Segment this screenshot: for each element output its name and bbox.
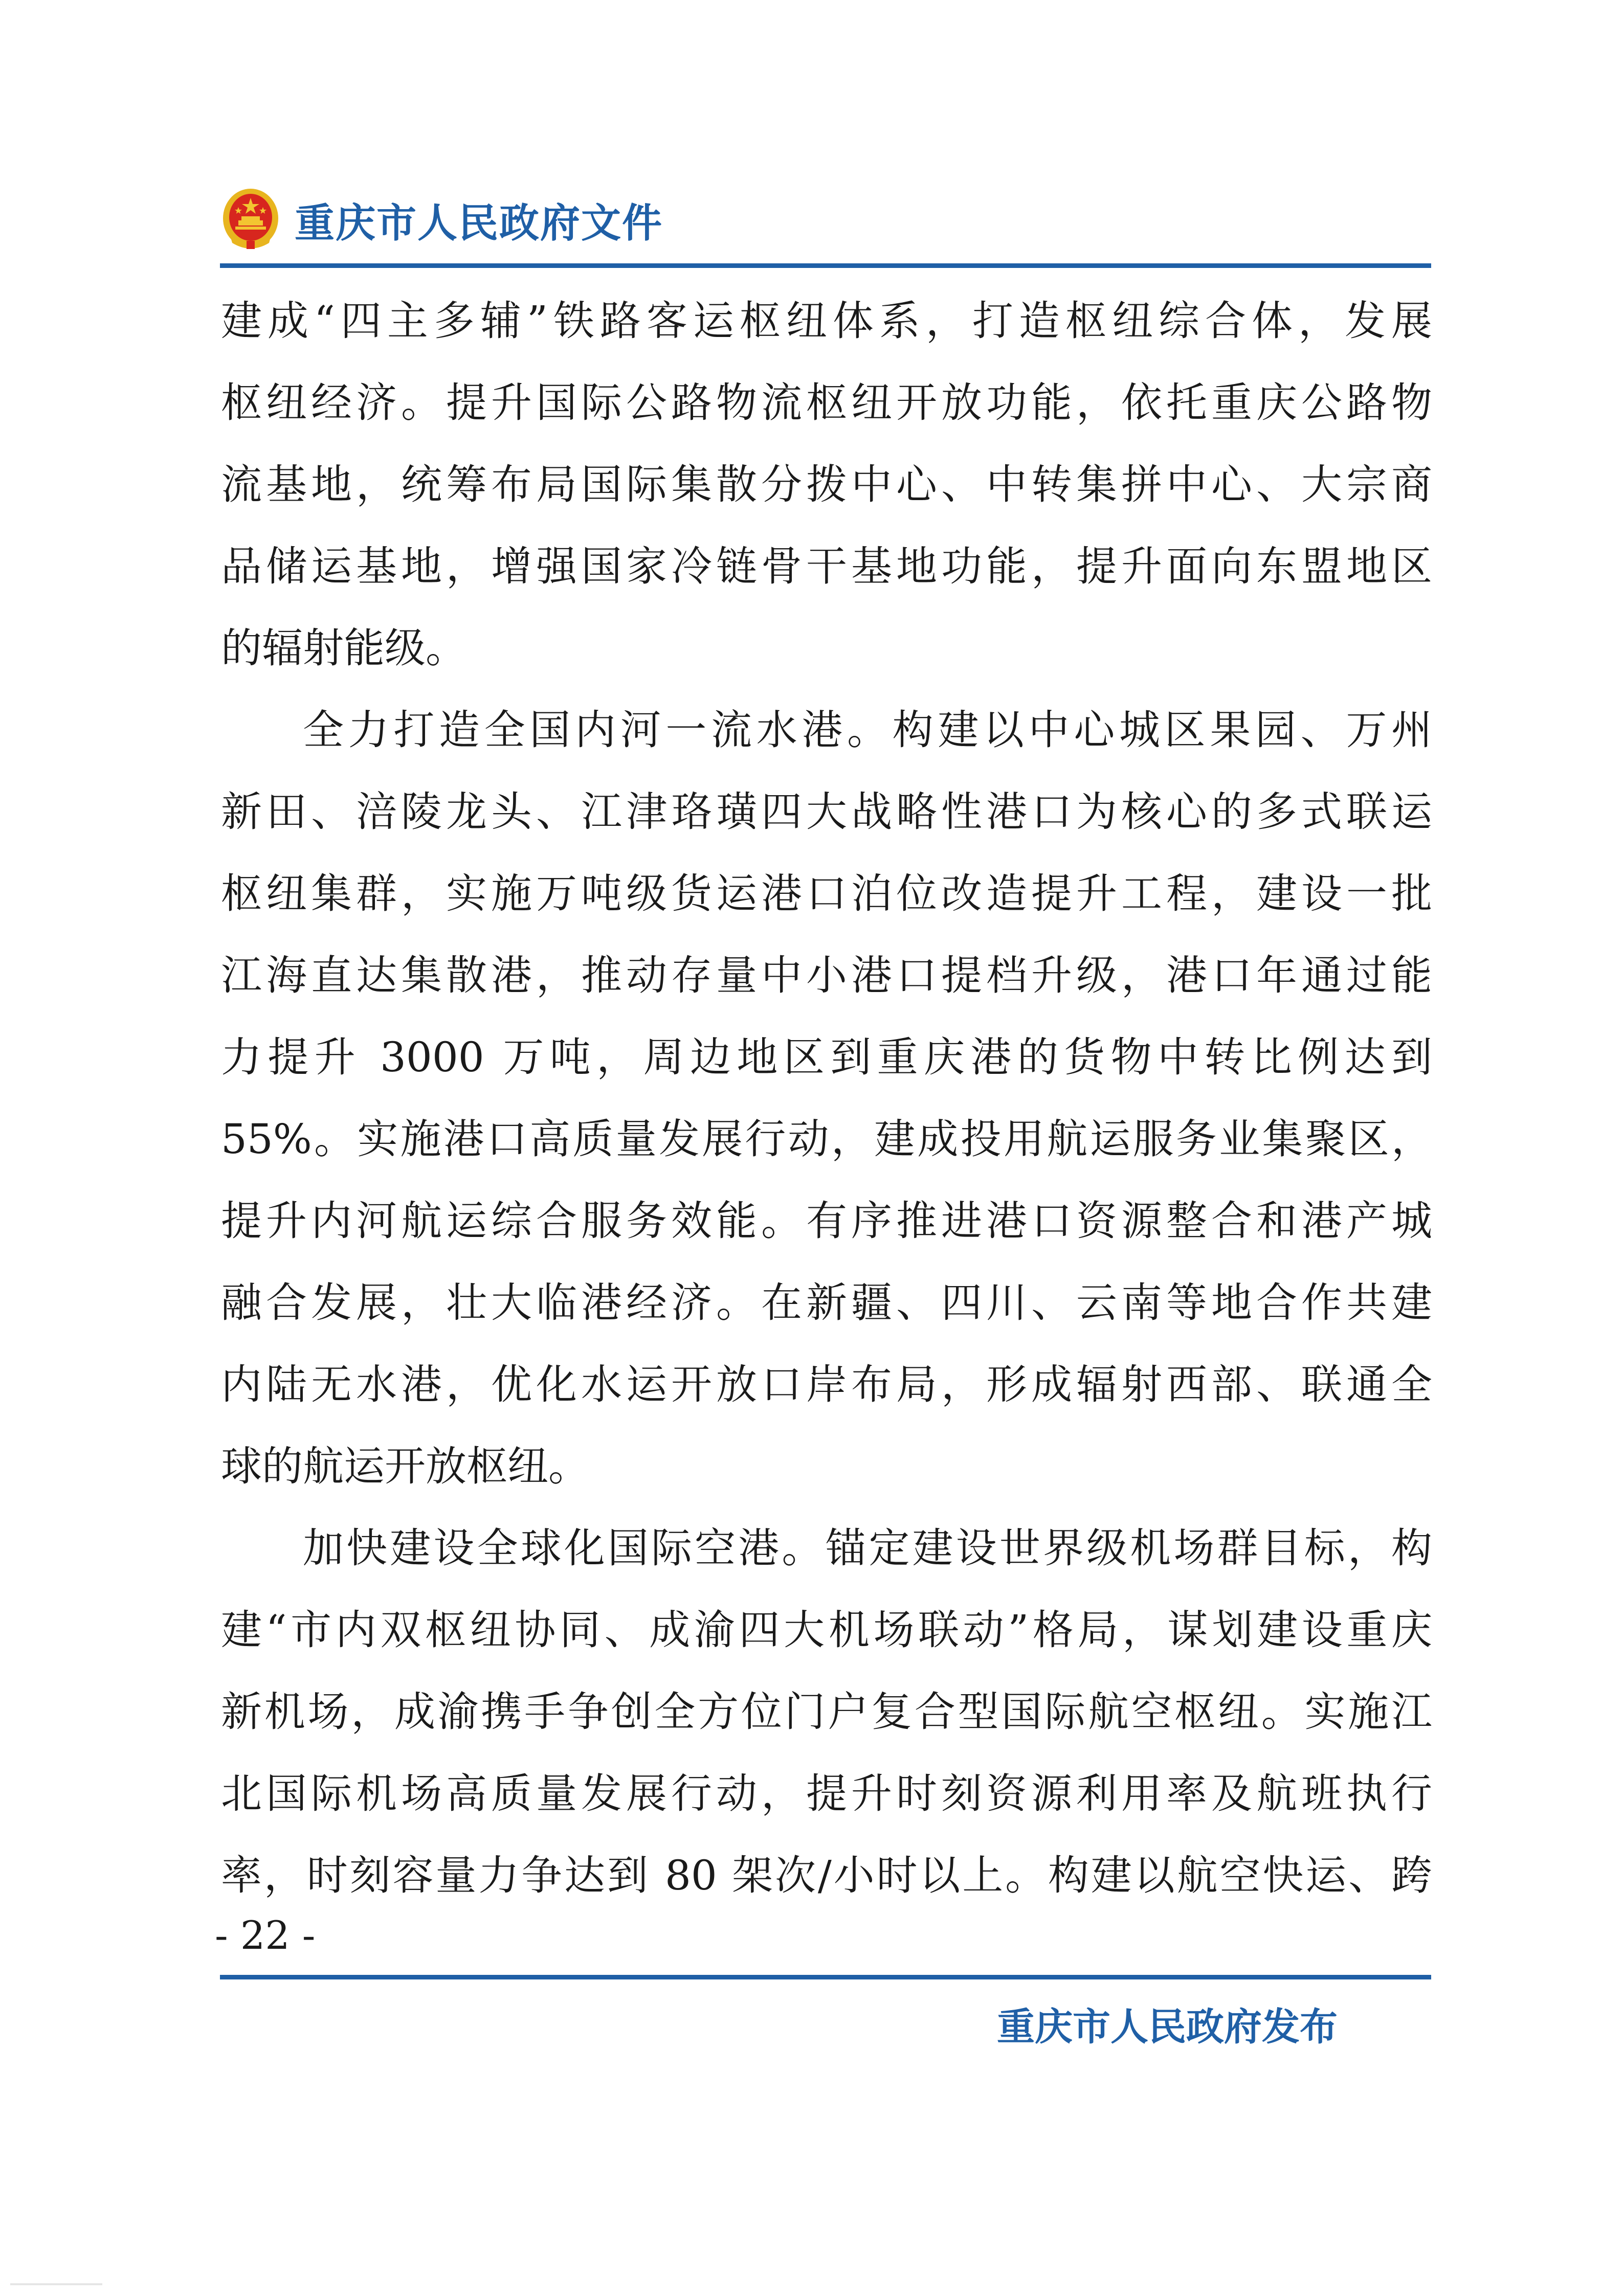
body-line: 内陆无水港，优化水运开放口岸布局，形成辐射西部、联通全 bbox=[221, 1361, 1432, 1408]
body-line: 55%。实施港口高质量发展行动，建成投用航运服务业集聚区， bbox=[221, 1115, 1432, 1163]
body-line: 江海直达集散港，推动存量中小港口提档升级，港口年通过能 bbox=[221, 952, 1432, 999]
page-number: - 22 - bbox=[215, 1912, 316, 1958]
body-line: 的辐射能级。 bbox=[221, 624, 466, 672]
body-line: 新机场，成渝携手争创全方位门户复合型国际航空枢纽。实施江 bbox=[221, 1688, 1432, 1736]
body-line: 建成“四主多辅”铁路客运枢纽体系，打造枢纽综合体，发展 bbox=[221, 297, 1432, 345]
paragraph-start-line: 加快建设全球化国际空港。锚定建设世界级机场群目标，构 bbox=[303, 1524, 1432, 1572]
body-line: 率，时刻容量力争达到 80 架次/小时以上。构建以航空快运、跨 bbox=[221, 1852, 1432, 1899]
national-emblem-icon bbox=[220, 187, 281, 253]
footer-publisher: 重庆市人民政府发布 bbox=[997, 2005, 1338, 2049]
body-line: 球的航运开放枢纽。 bbox=[221, 1443, 589, 1490]
body-line: 融合发展，壮大临港经济。在新疆、四川、云南等地合作共建 bbox=[221, 1279, 1432, 1326]
body-line: 枢纽经济。提升国际公路物流枢纽开放功能，依托重庆公路物 bbox=[221, 379, 1432, 426]
body-line: 新田、涪陵龙头、江津珞璜四大战略性港口为核心的多式联运 bbox=[221, 788, 1432, 836]
header-title: 重庆市人民政府文件 bbox=[295, 200, 663, 246]
paragraph-start-line: 全力打造全国内河一流水港。构建以中心城区果园、万州 bbox=[303, 706, 1432, 754]
body-line: 提升内河航运综合服务效能。有序推进港口资源整合和港产城 bbox=[221, 1197, 1432, 1245]
document-body bbox=[221, 280, 1432, 1917]
footer-divider bbox=[220, 1975, 1431, 1979]
body-line: 品储运基地，增强国家冷链骨干基地功能，提升面向东盟地区 bbox=[221, 543, 1432, 590]
header-divider bbox=[220, 263, 1431, 268]
body-line: 北国际机场高质量发展行动，提升时刻资源利用率及航班执行 bbox=[221, 1770, 1432, 1817]
body-line: 流基地，统筹布局国际集散分拨中心、中转集拼中心、大宗商 bbox=[221, 461, 1432, 508]
body-line: 枢纽集群，实施万吨级货运港口泊位改造提升工程，建设一批 bbox=[221, 870, 1432, 917]
watermark-icon bbox=[10, 2282, 102, 2287]
body-line: 力提升 3000 万吨，周边地区到重庆港的货物中转比例达到 bbox=[221, 1033, 1432, 1081]
body-line: 建“市内双枢纽协同、成渝四大机场联动”格局，谋划建设重庆 bbox=[221, 1606, 1432, 1654]
document-header bbox=[220, 182, 663, 258]
